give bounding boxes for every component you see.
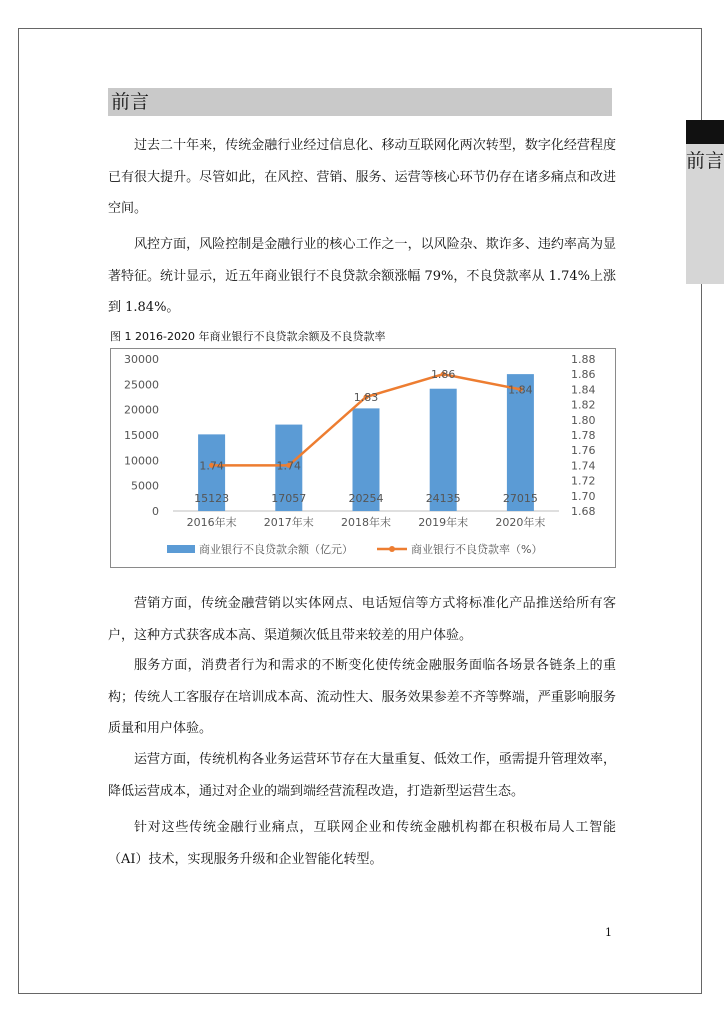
figure-caption: 图 1 2016-2020 年商业银行不良贷款余额及不良贷款率 <box>110 330 386 343</box>
bar-value-label: 24135 <box>425 492 461 505</box>
line-value-label: 1.74 <box>276 459 302 473</box>
y-right-tick-label: 1.84 <box>571 383 596 397</box>
y-left-tick-label: 15000 <box>124 429 159 442</box>
paragraph-marketing: 营销方面，传统金融营销以实体网点、电话短信等方式将标准化产品推送给所有客户，这种方式获客成本高、渠道频次低且带来较差的用户体验。 <box>108 596 616 643</box>
y-left-tick-label: 5000 <box>131 479 159 493</box>
legend-line-label: 商业银行不良贷款率（%） <box>411 543 543 556</box>
y-right-tick-label: 1.72 <box>571 474 596 488</box>
y-right-tick-label: 1.76 <box>571 444 596 458</box>
paragraph-operations: 运营方面，传统机构各业务运营环节存在大量重复、低效工作，亟需提升管理效率，降低运营成本，通过对企业的端到端经营流程改造，打造新型运营生态。 <box>108 752 616 799</box>
y-right-tick-label: 1.74 <box>571 459 596 473</box>
side-tab <box>686 120 724 284</box>
y-left-tick-label: 0 <box>152 505 159 518</box>
paragraph-service: 服务方面，消费者行为和需求的不断变化使传统金融服务面临各场景各链条上的重构；传统人工客服存在培训成本高、流动性大、服务效果参差不齐等弊端，严重影响服务质量和用户体验。 <box>108 658 616 736</box>
y-right-tick-label: 1.78 <box>571 429 596 442</box>
y-left-tick-label: 20000 <box>124 403 159 417</box>
x-tick-label: 2019年末 <box>418 516 469 529</box>
page-number: 1 <box>605 926 612 939</box>
x-tick-label: 2020年末 <box>495 516 546 529</box>
legend-bar-label: 商业银行不良贷款余额（亿元） <box>199 543 353 556</box>
y-right-tick-label: 1.68 <box>571 505 596 518</box>
line-value-label: 1.74 <box>199 459 224 473</box>
legend-bar-swatch <box>167 545 195 553</box>
y-left-tick-label: 10000 <box>124 454 159 468</box>
bar-value-label: 20254 <box>348 492 384 505</box>
x-tick-label: 2016年末 <box>186 516 237 529</box>
y-right-tick-label: 1.82 <box>571 398 596 412</box>
x-tick-label: 2018年末 <box>341 516 391 529</box>
paragraph-intro: 过去二十年来，传统金融行业经过信息化、移动互联网化两次转型，数字化经营程度已有很大提升。尽管如此，在风控、营销、服务、运营等核心环节仍存在诸多痛点和改进空间。 <box>108 138 616 216</box>
y-right-tick-label: 1.86 <box>571 368 596 382</box>
line-value-label: 1.86 <box>430 368 456 382</box>
y-left-tick-label: 25000 <box>124 378 159 392</box>
y-right-tick-label: 1.70 <box>571 489 596 503</box>
y-right-tick-label: 1.88 <box>571 353 596 366</box>
line-value-label: 1.83 <box>353 391 379 404</box>
y-right-tick-label: 1.80 <box>571 413 596 427</box>
paragraph-risk-control: 风控方面，风险控制是金融行业的核心工作之一，以风险杂、欺诈多、违约率高为显著特征。统计显示，近五年商业银行不良贷款余额涨幅 79%，不良贷款率从 1.74%上涨到 1.84%。 <box>108 237 616 315</box>
section-title: 前言 <box>108 88 612 116</box>
side-tab-label: 前言 <box>686 150 724 172</box>
legend-line-marker <box>389 546 395 552</box>
side-tab-marker <box>686 120 724 144</box>
bar-value-label: 17057 <box>271 492 307 505</box>
bar-value-label: 15123 <box>194 492 230 505</box>
chart-canvas <box>111 349 615 567</box>
y-left-tick-label: 30000 <box>124 353 159 366</box>
bar-value-label: 27015 <box>502 492 538 505</box>
chart <box>110 348 616 568</box>
x-tick-label: 2017年末 <box>263 516 314 529</box>
line-value-label: 1.84 <box>508 383 533 397</box>
paragraph-conclusion: 针对这些传统金融行业痛点，互联网企业和传统金融机构都在积极布局人工智能（AI）技术，实现服务升级和企业智能化转型。 <box>108 820 616 867</box>
